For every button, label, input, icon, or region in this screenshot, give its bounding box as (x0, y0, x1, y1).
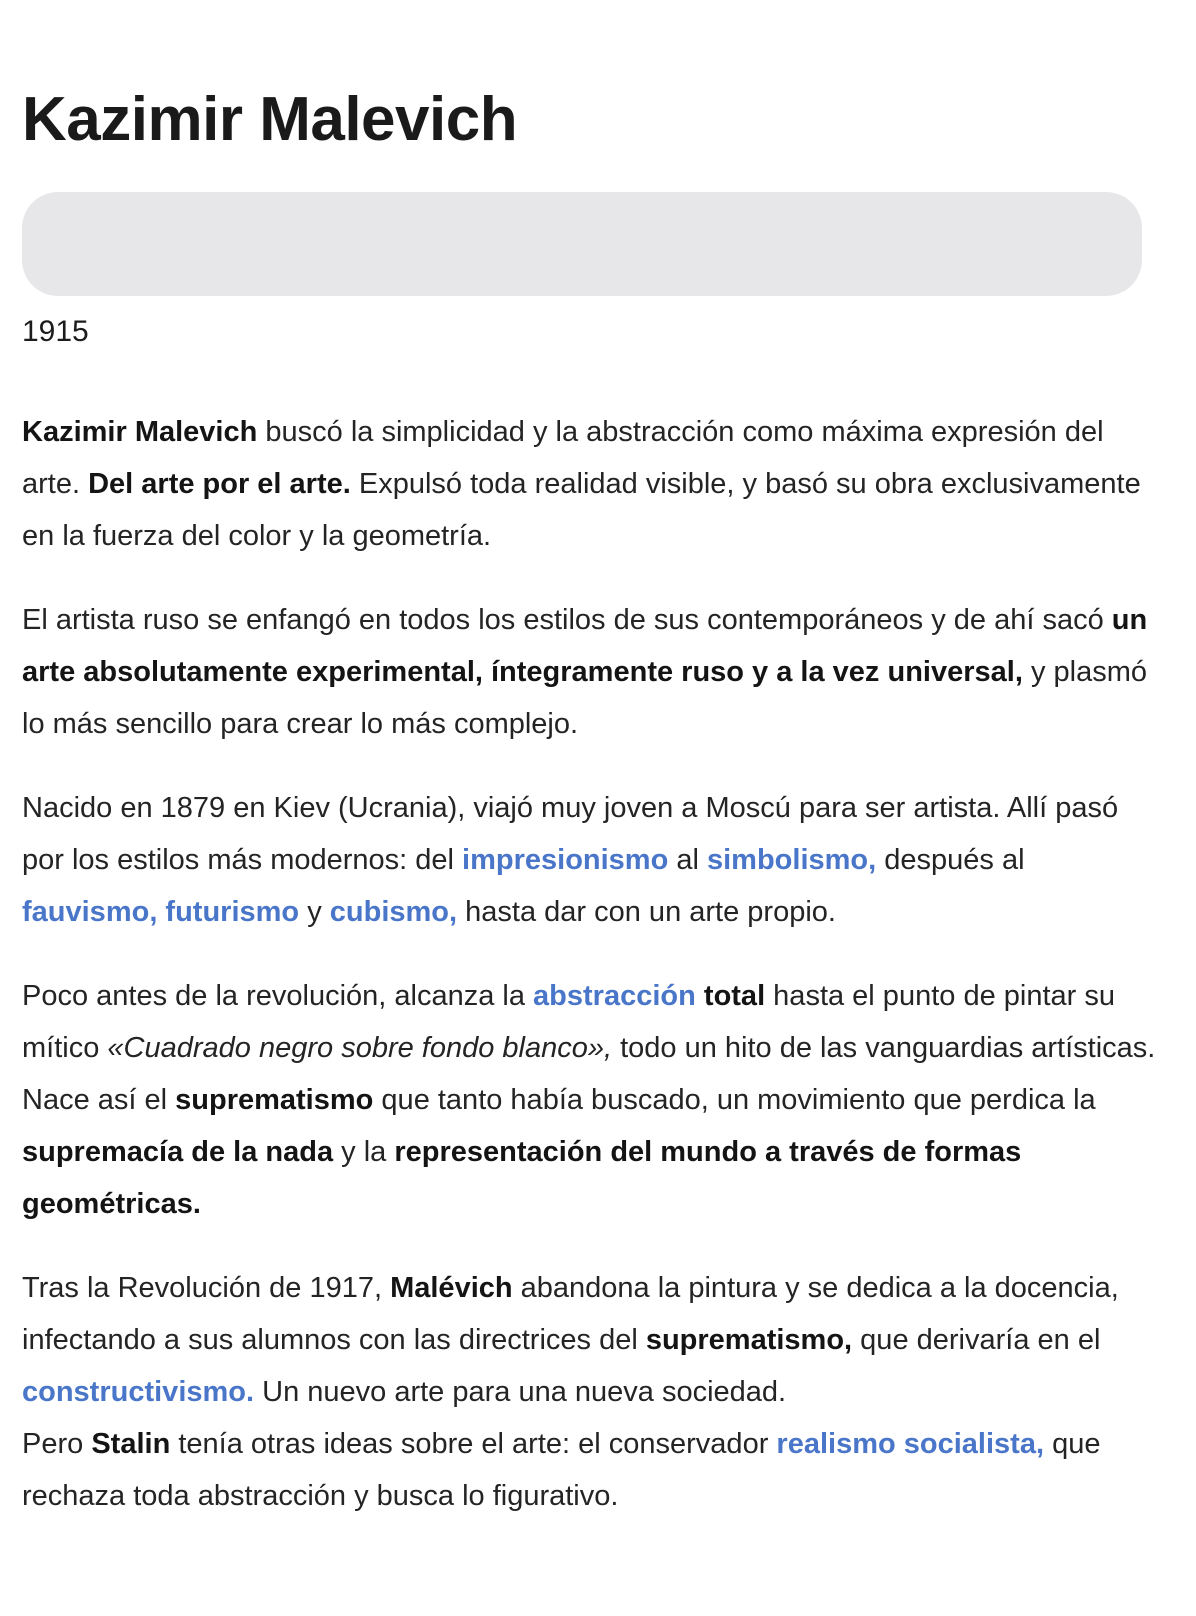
paragraph-text: y plasmó lo más sencillo para crear lo más complejo. (22, 656, 1147, 740)
link-impresionismo[interactable]: impresionismo (462, 844, 669, 876)
paragraph-text: buscó la simplicidad y la abstracción como máxima expresión del arte. (22, 416, 1104, 500)
paragraph-stalin (22, 1418, 1162, 1522)
paragraph-text: Nacido en 1879 en Kiev (Ucrania), viajó muy joven a Moscú para ser artista. Allí pasó por los estilos más modernos: del (22, 792, 1119, 876)
paragraph-text: El artista ruso se enfangó en todos los estilos de sus contemporáneos y de ahí sacó (22, 604, 1112, 636)
paragraph-text: después al (876, 844, 1025, 876)
bold-text: suprematismo (175, 1084, 374, 1116)
paragraph-style (22, 594, 1162, 750)
paragraph-text: Pero (22, 1428, 92, 1460)
link-cubismo[interactable]: cubismo, (329, 896, 458, 928)
paragraph-text: hasta dar con un arte propio. (457, 896, 836, 928)
paragraph-text: Tras la Revolución de 1917, (22, 1272, 391, 1304)
paragraph-text: Expulsó toda realidad visible, y basó su obra exclusivamente en la fuerza del color y la geometría. (22, 468, 1141, 552)
paragraph-revolution (22, 1262, 1162, 1418)
paragraph-text: hasta el punto de pintar su mítico (22, 980, 1115, 1064)
bold-text: Del arte por el arte. (88, 468, 351, 500)
bold-text: Malévich (390, 1272, 513, 1304)
paragraph-text: Poco antes de la revolución, alcanza la (22, 980, 534, 1012)
paragraph-text: tenía otras ideas sobre el arte: el conservador (170, 1428, 777, 1460)
paragraph-text: y la (333, 1136, 395, 1168)
paragraph-text: que rechaza toda abstracción y busca lo figurativo. (22, 1428, 1101, 1512)
bold-text: suprematismo, (645, 1324, 853, 1356)
link-abstraccion[interactable]: abstracción (533, 980, 696, 1012)
link-constructivismo[interactable]: constructivismo. (22, 1376, 255, 1408)
image-placeholder (22, 192, 1142, 296)
bold-text: representación del mundo a través de formas geométricas. (22, 1136, 1022, 1220)
paragraph-text: que derivaría en el (852, 1324, 1101, 1356)
bold-text: Stalin (91, 1428, 171, 1460)
paragraph-suprematism (22, 970, 1162, 1230)
bold-text: supremacía de la nada (22, 1136, 334, 1168)
paragraph-text: y (299, 896, 330, 928)
paragraph-text: Un nuevo arte para una nueva sociedad. (254, 1376, 787, 1408)
paragraph-text (696, 980, 704, 1012)
bold-text: un arte absolutamente experimental, íntegramente ruso y a la vez universal, (22, 604, 1148, 688)
link-simbolismo[interactable]: simbolismo, (707, 844, 877, 876)
link-fauvismo-futurismo[interactable]: fauvismo, futurismo (22, 896, 300, 928)
image-caption: 1915 (22, 315, 89, 348)
paragraph-biography (22, 782, 1162, 938)
link-realismo-socialista[interactable]: realismo socialista, (776, 1428, 1045, 1460)
paragraph-text: que tanto había buscado, un movimiento que perdica la (373, 1084, 1096, 1116)
page-title: Kazimir Malevich (22, 85, 518, 154)
bold-text: total (703, 980, 766, 1012)
paragraph-intro (22, 406, 1162, 562)
paragraph-text: abandona la pintura y se dedica a la docencia, infectando a sus alumnos con las directrices del (22, 1272, 1119, 1356)
paragraph-text: al (668, 844, 707, 876)
bold-text: Kazimir Malevich (22, 416, 258, 448)
paragraph-text: todo un hito de las vanguardias artísticas. Nace así el (22, 1032, 1156, 1116)
italic-text: «Cuadrado negro sobre fondo blanco», (107, 1032, 613, 1064)
article-body (22, 406, 1162, 1522)
